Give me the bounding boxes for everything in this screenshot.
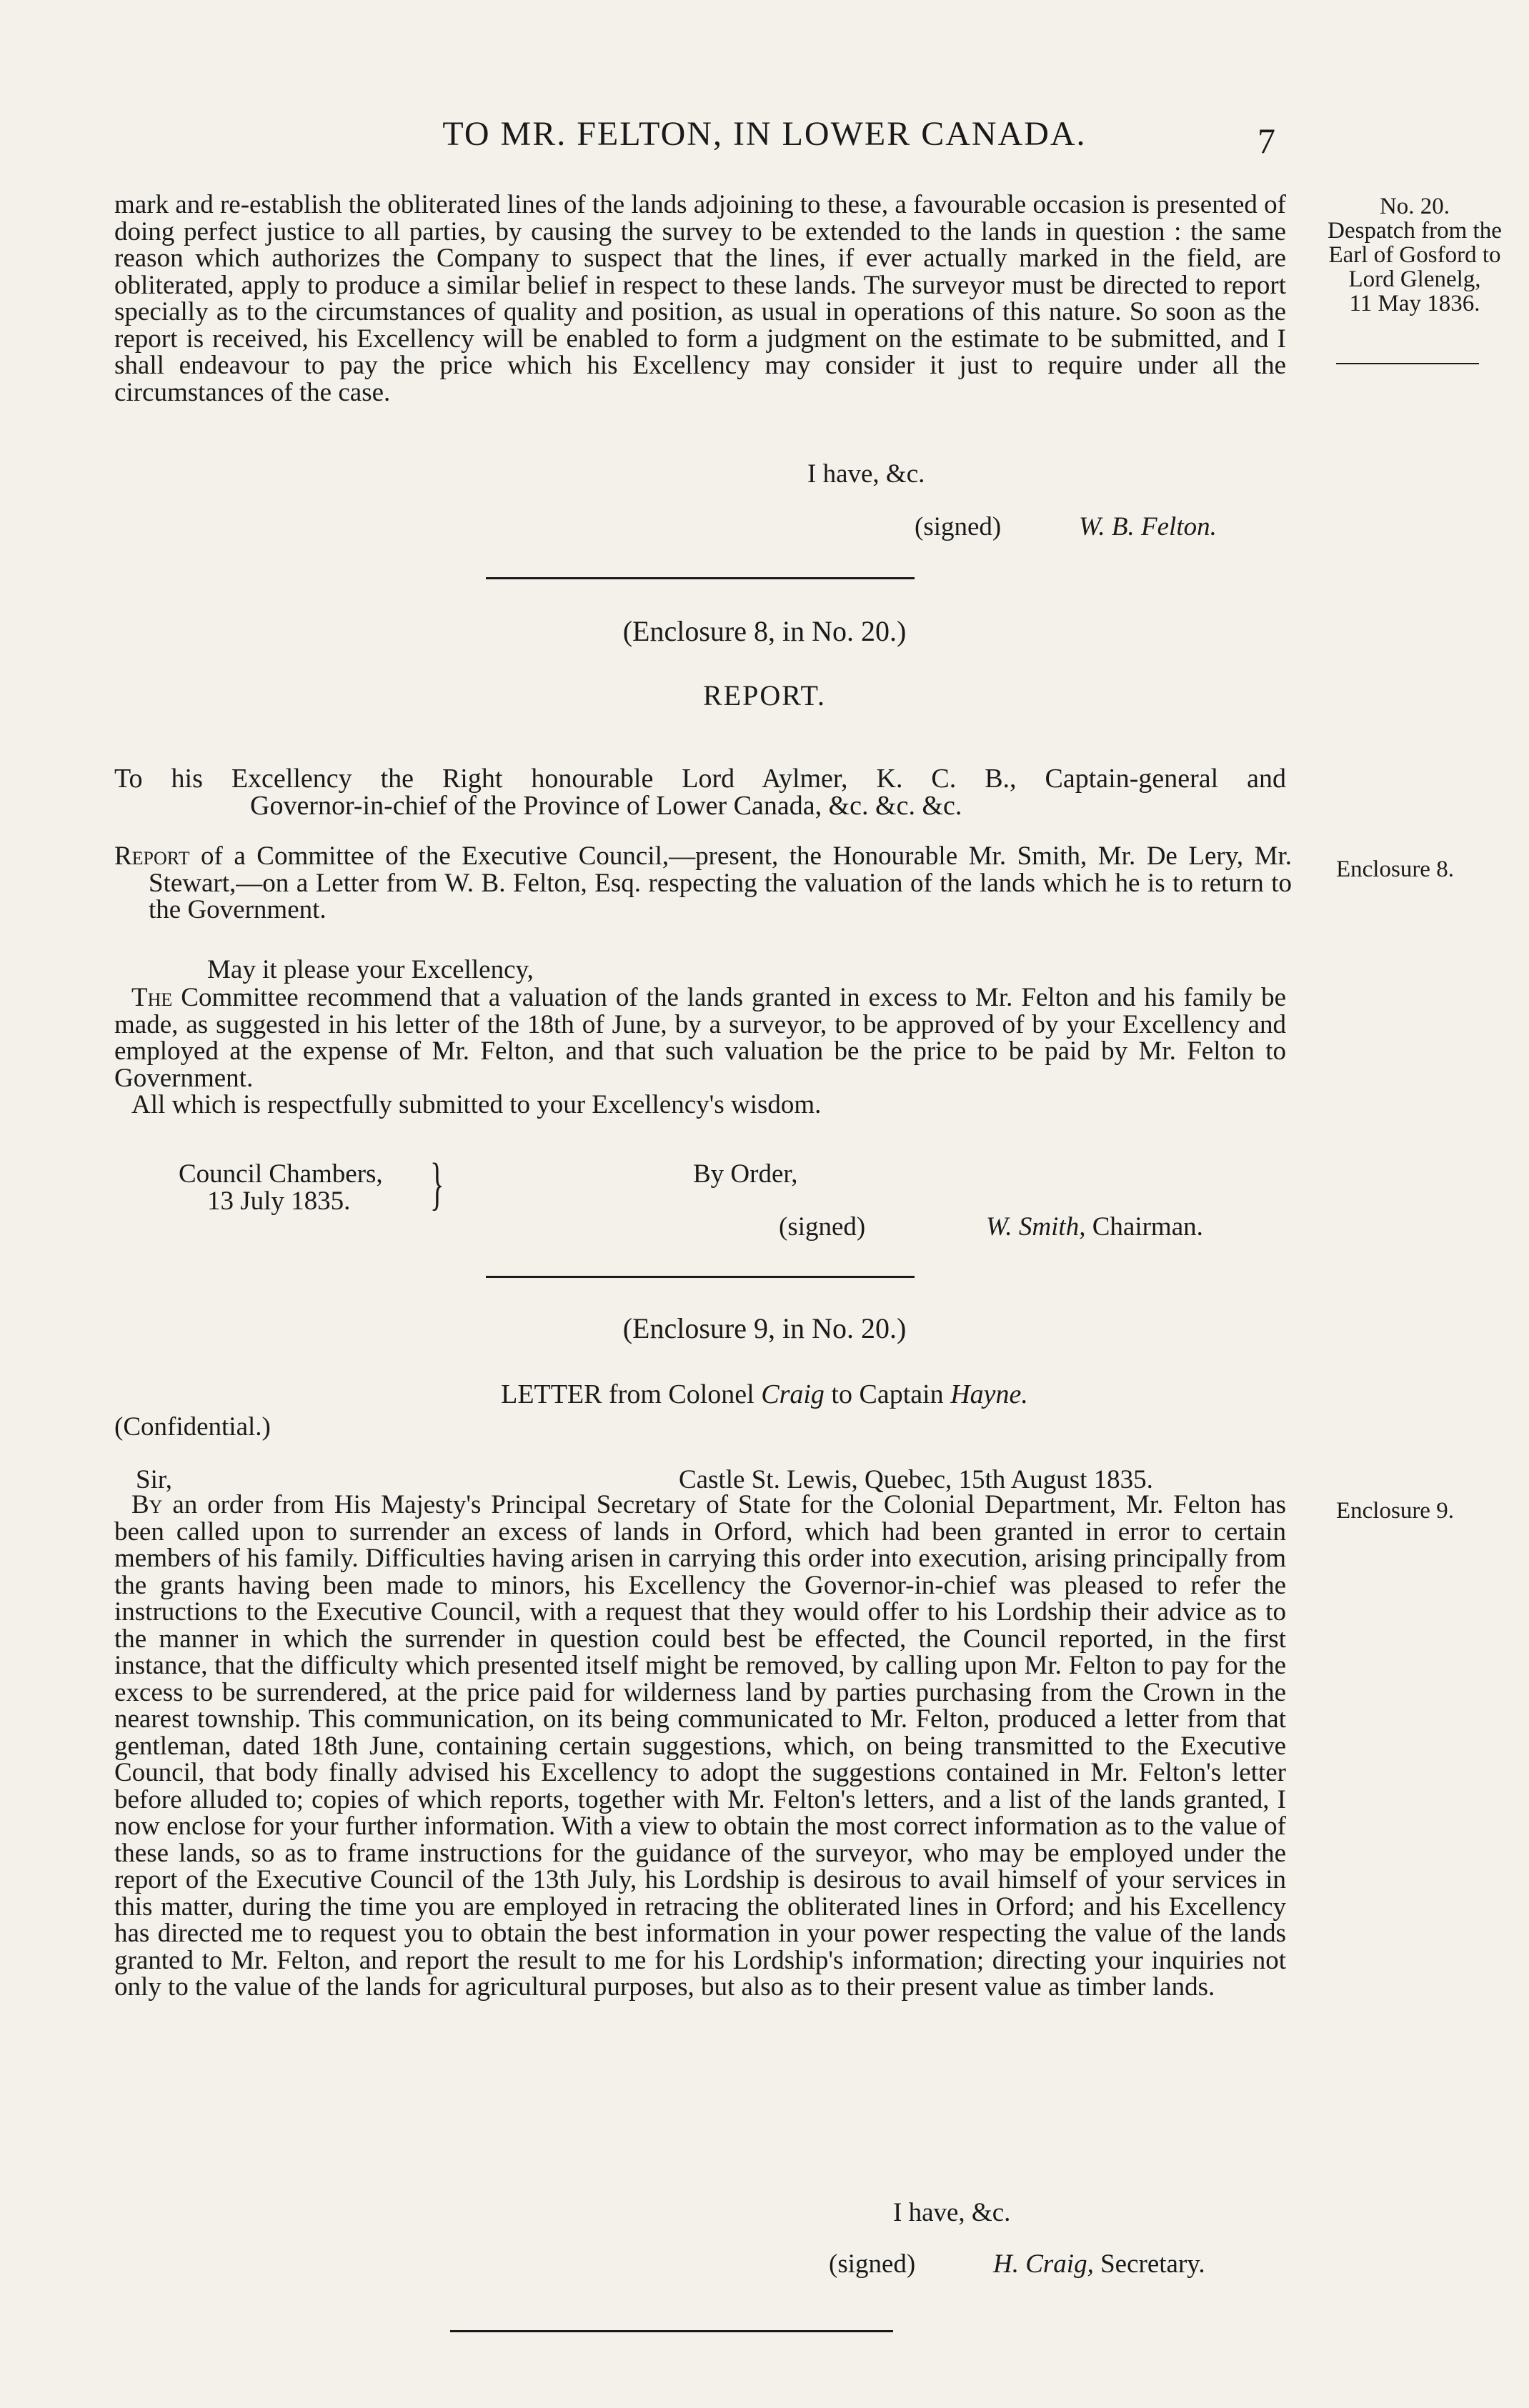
body-text: Committee recommend that a valuation of the lands granted in excess to Mr. Felton and his family be made, as suggested in his letter of the 18th of June, by a surveyor, to be approved of by your Excellency and employed at the expense of Mr. Felton, and that such valuation be the price to be paid by Mr. Felton to Government.	[114, 983, 1287, 1093]
enclosure8-address	[114, 766, 1286, 819]
enclosure9-signature	[993, 2249, 1205, 2279]
by-order: By Order,	[693, 1159, 798, 1189]
letter-signed: (signed)	[915, 512, 1002, 541]
margin-despatch-line4: 11 May 1836.	[1349, 291, 1480, 316]
enclosure9-closing: I have, &c.	[893, 2198, 1011, 2227]
enclosure9-title	[0, 1379, 1529, 1410]
page-number: 7	[1257, 121, 1275, 161]
enclosure8-report-intro	[114, 843, 1292, 924]
enclosure9-dateline: Castle St. Lewis, Quebec, 15th August 1835.	[679, 1465, 1153, 1494]
letter-closing: I have, &c.	[807, 459, 925, 489]
enclosure9-signer-title: Secretary.	[1100, 2249, 1205, 2279]
council-chambers-line1: Council Chambers,	[179, 1159, 383, 1189]
enclosure8-body	[114, 984, 1286, 1119]
enclosure8-signed: (signed)	[779, 1212, 866, 1242]
title-from: Craig	[761, 1379, 825, 1409]
address-line-1: To his Excellency the Right honourable Lord Aylmer, K. C. B., Captain-general and	[114, 764, 1286, 794]
margin-no20: No. 20.	[1379, 194, 1450, 219]
enclosure8-signature	[986, 1212, 1203, 1242]
margin-despatch-line1: Despatch from the	[1328, 218, 1502, 244]
margin-divider	[1336, 363, 1479, 364]
enclosure8-heading: (Enclosure 8, in No. 20.)	[622, 615, 907, 647]
margin-despatch-line2: Earl of Gosford to	[1328, 242, 1501, 268]
letter-continuation-paragraph: mark and re-establish the obliterated lines of the lands adjoining to these, a favourable occasion is presented of doing perfect justice to all parties, by causing the survey to be extended to the lands in question : the same reason which authorizes the Company to suspect that the lines, if ever actually marked in the field, are obliterated, apply to produce a similar belief in respect to these lands. The surveyor must be directed to report specially as to the circumstances of quality and position, as usual in operations of this nature. So soon as the report is received, his Excellency will be enabled to form a judgment on the estimate to be submitted, and I shall endeavour to pay the price which his Excellency may consider it just to require under all the circumstances of the case.	[114, 190, 1286, 407]
enclosure9-body-text: an order from His Majesty's Principal Secretary of State for the Colonial Department, Mr. Felton has been called upon to surrender an excess of lands in Orford, which had been granted in error to certain members of his family. Difficulties having arisen in carrying this order into execution, arising principally from the grants having been made to minors, his Excellency the Governor-in-chief was pleased to refer the instructions to the Executive Council, with a request that they would offer to his Lordship their advice as to the manner in which the surrender in question could best be effected, the Council reported, in the first instance, that the difficulty which presented itself might be removed, by calling upon Mr. Felton to pay for the excess to be surrendered, at the price paid for wilderness land by parties purchasing from the Crown in the nearest township. This communication, on its being communicated to Mr. Felton, produced a letter from that gentleman, dated 18th June, containing certain suggestions, which, on being transmitted to the Executive Council, that body finally advised his Excellency to adopt the suggestions contained in Mr. Felton's letter before alluded to; copies of which reports, together with Mr. Felton's letters, and a list of the lands granted, I now enclose for your further information. With a view to obtain the most correct information as to the value of these lands, so as to frame instructions for the guidance of the surveyor, who may be employed under the report of the Executive Council of the 13th July, his Lordship is desirous to avail himself of your services in this matter, during the time you are employed in retracing the obliterated lines in Orford; and his Excellency has directed me to request you to obtain the best information in your power respecting the value of the lands granted to Mr. Felton, and report the result to me for his Lordship's information; directing your inquiries not only to the value of the lands for agricultural purposes, but also as to their present value as timber lands.	[114, 1490, 1286, 2002]
margin-enclosure8: Enclosure 8.	[1336, 856, 1454, 882]
title-mid: to Captain	[831, 1379, 944, 1409]
report-intro-text: of a Committee of the Executive Council,—present, the Honourable Mr. Smith, Mr. De Lery, Mr. Stewart,—on a Letter from W. B. Felton, Esq. respecting the valuation of the lands which he is to return to the Government.	[149, 841, 1293, 924]
section-divider-2	[486, 1276, 915, 1278]
margin-note-despatch	[1308, 194, 1522, 316]
letter-continuation	[114, 191, 1286, 406]
section-divider-3	[450, 2330, 893, 2332]
enclosure8-title: REPORT.	[703, 679, 826, 711]
enclosure8-salutation: May it please your Excellency,	[207, 955, 534, 984]
address-line-2: Governor-in-chief of the Province of Lower Canada, &c. &c. &c.	[250, 790, 962, 821]
enclosure9-heading: (Enclosure 9, in No. 20.)	[622, 1312, 907, 1344]
letter-signer: W. B. Felton.	[1079, 512, 1217, 541]
report-lead-word: Report	[114, 841, 190, 871]
title-prefix: LETTER from Colonel	[501, 1379, 754, 1409]
running-title: TO MR. FELTON, IN LOWER CANADA.	[442, 115, 1087, 153]
enclosure9-signer: H. Craig,	[993, 2249, 1094, 2279]
confidential-label: (Confidential.)	[114, 1412, 271, 1442]
section-divider-1	[486, 577, 915, 579]
enclosure8-signer: W. Smith,	[986, 1212, 1086, 1242]
enclosure9-body	[114, 1492, 1286, 2001]
body-lead-word: The	[131, 983, 173, 1012]
enclosure9-lead-word: By	[131, 1490, 163, 1519]
margin-despatch-line3: Lord Glenelg,	[1348, 266, 1481, 292]
enclosure9-signed: (signed)	[829, 2249, 916, 2279]
margin-enclosure9: Enclosure 9.	[1336, 1498, 1454, 1524]
brace-glyph: }	[429, 1151, 444, 1216]
enclosure9-salutation: Sir,	[136, 1465, 172, 1494]
enclosure8-signer-title: Chairman.	[1092, 1212, 1203, 1242]
submission-line: All which is respectfully submitted to your Excellency's wisdom.	[131, 1090, 822, 1119]
council-chambers-line2: 13 July 1835.	[207, 1186, 351, 1216]
title-to: Hayne.	[950, 1379, 1028, 1409]
